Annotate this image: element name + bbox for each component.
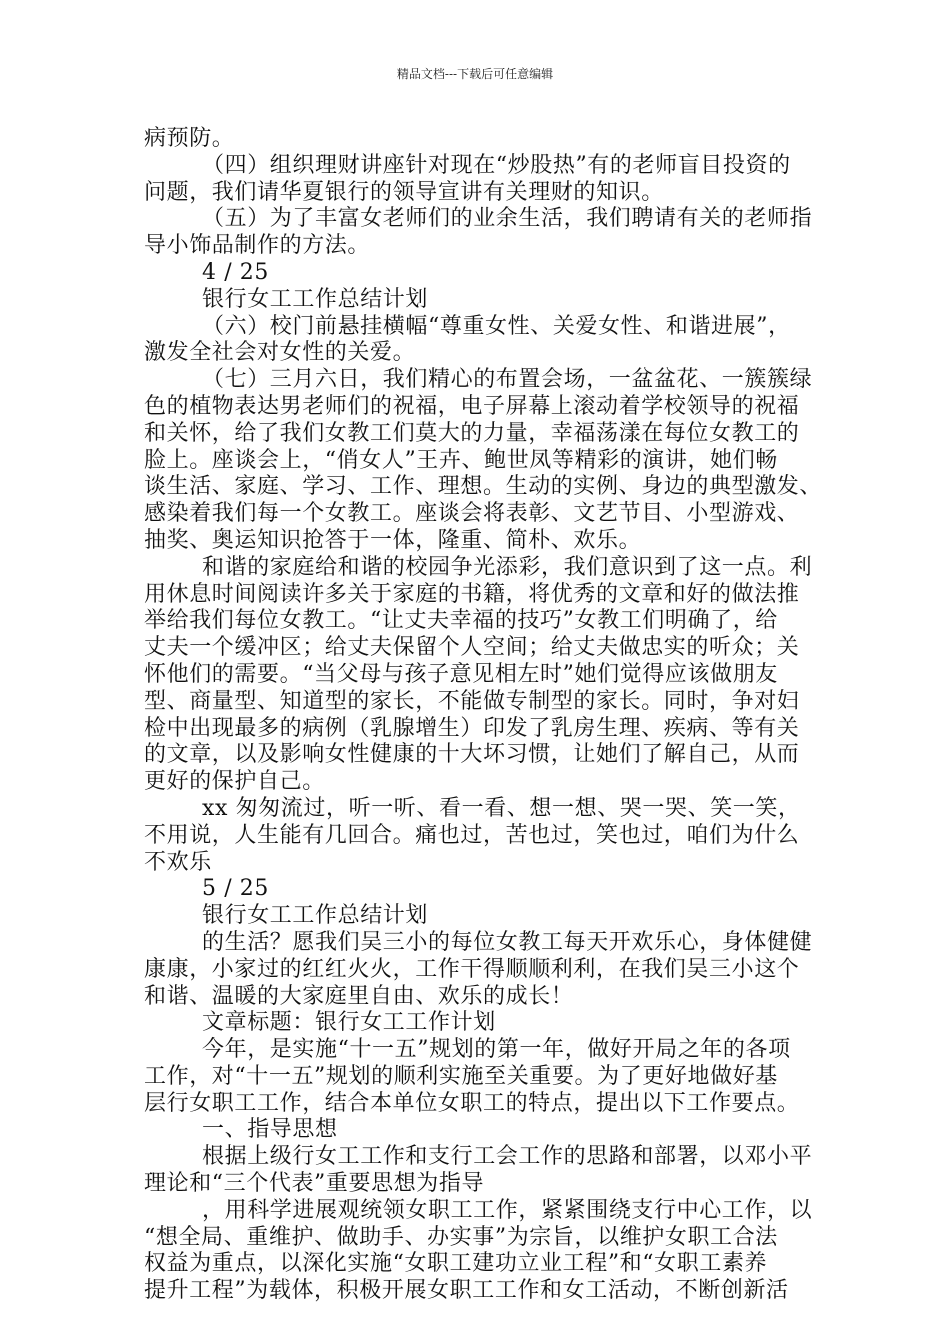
text-line: 的文章，以及影响女性健康的十大坏习惯，让她们了解自己，从而 (144, 742, 800, 768)
text-line: 丈夫一个缓冲区；给丈夫保留个人空间；给丈夫做忠实的听众；关 (144, 635, 800, 661)
text-line: 的生活？愿我们吴三小的每位女教工每天开欢乐心，身体健健 (202, 929, 813, 955)
text-line: 感染着我们每一个女教工。座谈会将表彰、文艺节目、小型游戏、 (144, 501, 800, 527)
text-line: 检中出现最多的病例（乳腺增生）印发了乳房生理、疾病、等有关 (144, 715, 800, 741)
text-line: 型、商量型、知道型的家长，不能做专制型的家长。同时，争对妇 (144, 688, 800, 714)
text-line: xx 匆匆流过，听一听、看一看、想一想、哭一哭、笑一笑， (202, 795, 801, 821)
text-line: 层行女职工工作，结合本单位女职工的特点，提出以下工作要点。 (144, 1090, 800, 1116)
text-line: 一、指导思想 (202, 1117, 338, 1143)
document-body (144, 126, 828, 1305)
text-line: 问题，我们请华夏银行的领导宣讲有关理财的知识。 (144, 179, 664, 205)
text-line: 根据上级行女工工作和支行工会工作的思路和部署，以邓小平 (202, 1144, 813, 1170)
text-line: （四）组织理财讲座针对现在“炒股热”有的老师盲目投资的 (202, 152, 791, 178)
text-line: 和关怀，给了我们女教工们莫大的力量，幸福荡漾在每位女教工的 (144, 420, 800, 446)
text-line: 4 / 25 (202, 259, 269, 285)
text-line: 脸上。座谈会上，“俏女人”王卉、鲍世凤等精彩的演讲，她们畅 (144, 447, 778, 473)
text-line: 今年，是实施“十一五”规划的第一年，做好开局之年的各项 (202, 1037, 791, 1063)
text-line: 更好的保护自己。 (144, 769, 325, 795)
text-line: 抽奖、奥运知识抢答于一体，隆重、简朴、欢乐。 (144, 527, 642, 553)
text-line: 文章标题：银行女工工作计划 (202, 1010, 496, 1036)
text-line: 不用说，人生能有几回合。痛也过，苦也过，笑也过，咱们为什么 (144, 822, 800, 848)
text-line: 色的植物表达男老师们的祝福，电子屏幕上滚动着学校领导的祝福 (144, 393, 800, 419)
text-line: （七）三月六日，我们精心的布置会场，一盆盆花、一簇簇绿 (202, 367, 813, 393)
text-line: 工作，对“十一五”规划的顺利实施至关重要。为了更好地做好基 (144, 1063, 778, 1089)
text-line: （六）校门前悬挂横幅“尊重女性、关爱女性、和谐进展”， (202, 313, 791, 339)
text-line: 银行女工工作总结计划 (202, 903, 429, 929)
text-line: 5 / 25 (202, 876, 269, 902)
text-line: 怀他们的需要。“当父母与孩子意见相左时”她们觉得应该做朋友 (144, 661, 778, 687)
text-line: 提升工程”为载体，积极开展女职工工作和女工活动，不断创新活 (144, 1278, 789, 1304)
text-line: （五）为了丰富女老师们的业余生活，我们聘请有关的老师指 (202, 206, 813, 232)
page-header: 精品文档---下载后可任意编辑 (396, 67, 554, 81)
text-line: 导小饰品制作的方法。 (144, 233, 371, 259)
text-line: 银行女工工作总结计划 (202, 286, 429, 312)
text-line: 举给我们每位女教工。“让丈夫幸福的技巧”女教工们明确了，给 (144, 608, 778, 634)
text-line: 理论和“三个代表”重要思想为指导 (144, 1171, 485, 1197)
text-line: 病预防。 (144, 126, 235, 151)
text-line: ，用科学进展观统领女职工工作，紧紧围绕支行中心工作，以 (202, 1197, 813, 1223)
text-line: 激发全社会对女性的关爱。 (144, 340, 416, 366)
text-line: 和谐、温暖的大家庭里自由、欢乐的成长！ (144, 983, 574, 1009)
text-line: 权益为重点，以深化实施“女职工建功立业工程”和“女职工素养 (144, 1251, 768, 1277)
text-line: “想全局、重维护、做助手、办实事”为宗旨，以维护女职工合法 (144, 1224, 778, 1250)
text-line: 用休息时间阅读许多关于家庭的书籍，将优秀的文章和好的做法推 (144, 581, 800, 607)
text-line: 康康，小家过的红红火火，工作干得顺顺利利，在我们吴三小这个 (144, 956, 800, 982)
text-line: 谈生活、家庭、学习、工作、理想。生动的实例、身边的典型激发、 (144, 474, 823, 500)
text-line: 和谐的家庭给和谐的校园争光添彩，我们意识到了这一点。利 (202, 554, 813, 580)
text-line: 不欢乐 (144, 849, 212, 875)
